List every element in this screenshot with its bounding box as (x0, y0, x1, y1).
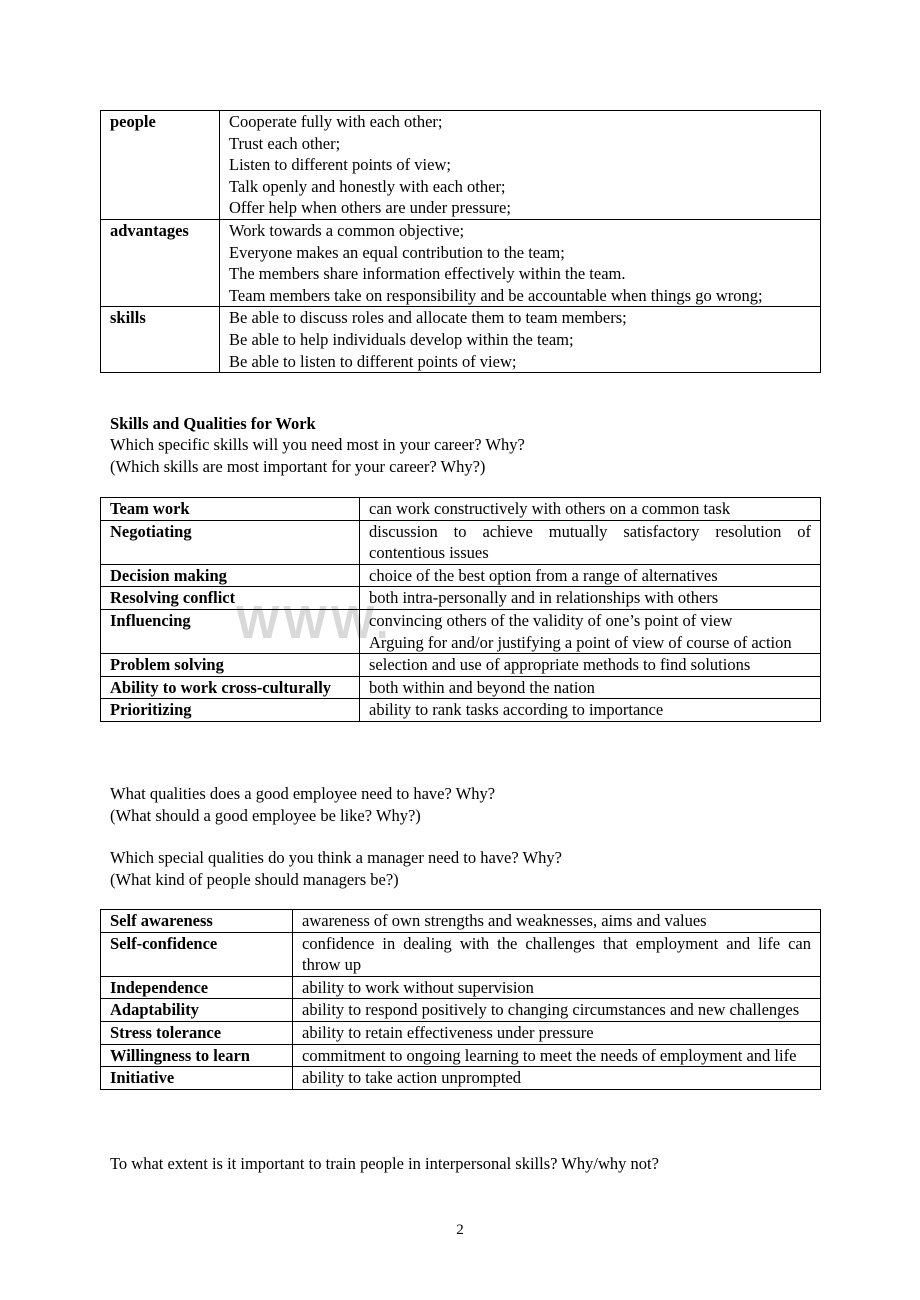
row-value: confidence in dealing with the challenges that employment and life can throw up (293, 932, 821, 976)
table-row (101, 1044, 821, 1067)
section-title: Skills and Qualities for Work (110, 414, 316, 433)
row-key: Initiative (101, 1067, 293, 1090)
question-alt: (What should a good employee be like? Why?) (110, 806, 421, 825)
table-row (101, 910, 821, 933)
list-item: Arguing for and/or justifying a point of view of course of action (369, 632, 792, 652)
table-row (101, 999, 821, 1022)
row-key: Prioritizing (101, 699, 360, 722)
team-table (100, 110, 821, 373)
question: What qualities does a good employee need to have? Why? (110, 784, 496, 803)
table-row (101, 587, 821, 610)
row-key: Negotiating (101, 520, 360, 564)
row-key: Adaptability (101, 999, 293, 1022)
list-item: convincing others of the validity of one’s point of view (369, 610, 733, 630)
question: Which special qualities do you think a manager need to have? Why? (110, 848, 562, 867)
table-row (101, 111, 821, 220)
list-item: Talk openly and honestly with each other; (229, 176, 506, 196)
question: To what extent is it important to train people in interpersonal skills? Why/why not? (110, 1154, 659, 1173)
row-key: Stress tolerance (101, 1021, 293, 1044)
list-item: Work towards a common objective; (229, 220, 465, 240)
list-item: Be able to discuss roles and allocate them to team members; (229, 308, 627, 328)
row-key: Ability to work cross-culturally (101, 676, 360, 699)
table-row (101, 1067, 821, 1090)
row-value: selection and use of appropriate methods to find solutions (360, 654, 821, 677)
row-key: Decision making (101, 564, 360, 587)
row-key: advantages (101, 219, 220, 306)
row-value (220, 307, 821, 373)
page-number: 2 (456, 1222, 464, 1238)
row-value: ability to respond positively to changing circumstances and new challenges (293, 999, 821, 1022)
table-row (101, 1021, 821, 1044)
table-row (101, 498, 821, 521)
list-item: Listen to different points of view; (229, 155, 451, 175)
list-item: Trust each other; (229, 133, 341, 153)
row-key: Self-confidence (101, 932, 293, 976)
row-key: Independence (101, 976, 293, 999)
row-key: skills (101, 307, 220, 373)
row-key: Influencing (101, 609, 360, 653)
row-value: ability to take action unprompted (293, 1067, 821, 1090)
table-row (101, 609, 821, 653)
watermark: WWW. (236, 596, 393, 648)
row-key: Problem solving (101, 654, 360, 677)
list-item: Team members take on responsibility and be accountable when things go wrong; (229, 285, 763, 305)
row-value: ability to retain effectiveness under pressure (293, 1021, 821, 1044)
row-key: people (101, 111, 220, 220)
table-row (101, 219, 821, 306)
row-key: Team work (101, 498, 360, 521)
row-value: both intra-personally and in relationships with others (360, 587, 821, 610)
row-key: Resolving conflict (101, 587, 360, 610)
row-key: Self awareness (101, 910, 293, 933)
row-value (220, 111, 821, 220)
row-value: discussion to achieve mutually satisfactory resolution of contentious issues (360, 520, 821, 564)
row-value (220, 219, 821, 306)
row-value: commitment to ongoing learning to meet the needs of employment and life (293, 1044, 821, 1067)
list-item: The members share information effectively within the team. (229, 264, 626, 284)
row-key: Willingness to learn (101, 1044, 293, 1067)
skills-table (100, 497, 821, 722)
table-row (101, 932, 821, 976)
table-row (101, 699, 821, 722)
row-value: both within and beyond the nation (360, 676, 821, 699)
list-item: Offer help when others are under pressure; (229, 198, 511, 218)
list-item: Everyone makes an equal contribution to the team; (229, 242, 565, 262)
question-alt: (What kind of people should managers be?) (110, 870, 399, 889)
table-row (101, 307, 821, 373)
row-value (360, 609, 821, 653)
table-row (101, 676, 821, 699)
table-row (101, 564, 821, 587)
row-value: ability to rank tasks according to importance (360, 699, 821, 722)
list-item: Be able to help individuals develop within the team; (229, 329, 574, 349)
row-value: awareness of own strengths and weaknesses, aims and values (293, 910, 821, 933)
table-row (101, 520, 821, 564)
list-item: Be able to listen to different points of view; (229, 351, 517, 371)
row-value: choice of the best option from a range of alternatives (360, 564, 821, 587)
qualities-table (100, 909, 821, 1090)
list-item: Cooperate fully with each other; (229, 112, 443, 131)
question: Which specific skills will you need most in your career? Why? (110, 435, 525, 454)
row-value: can work constructively with others on a common task (360, 498, 821, 521)
table-row (101, 654, 821, 677)
question-alt: (Which skills are most important for your career? Why?) (110, 457, 486, 476)
row-value: ability to work without supervision (293, 976, 821, 999)
table-row (101, 976, 821, 999)
